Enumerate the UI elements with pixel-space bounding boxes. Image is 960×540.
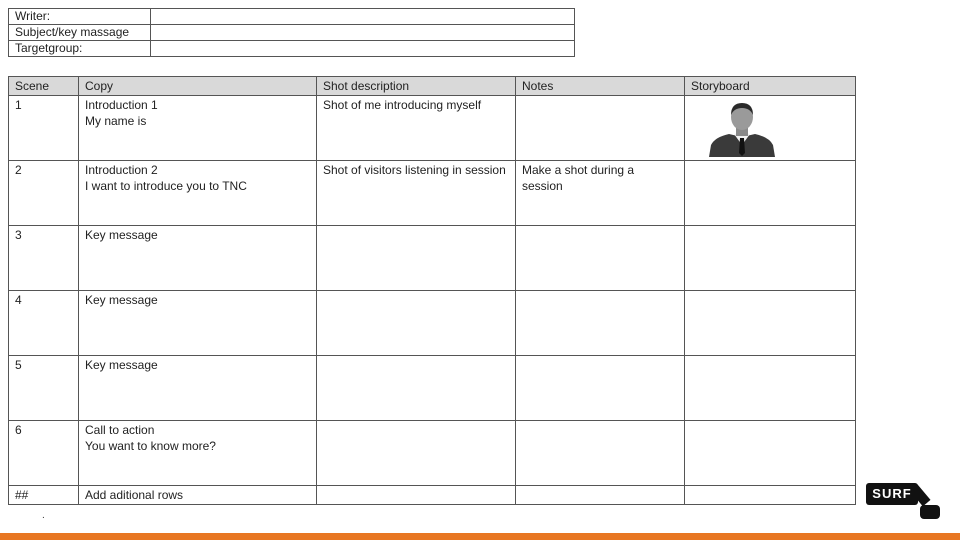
table-row <box>9 161 856 226</box>
scene-cell: ## <box>9 486 79 505</box>
scene-cell: 1 <box>9 96 79 161</box>
shot-cell <box>317 421 516 486</box>
scene-cell: 4 <box>9 291 79 356</box>
copy-line: Call to action <box>85 423 155 437</box>
shot-cell <box>317 226 516 291</box>
copy-cell <box>79 96 317 161</box>
storyboard-cell <box>685 161 856 226</box>
copy-line: Introduction 2 <box>85 163 158 177</box>
storyboard-table <box>8 76 856 505</box>
logo-foot-shape <box>920 505 940 519</box>
table-row <box>9 96 856 161</box>
shot-cell <box>317 486 516 505</box>
shot-cell <box>317 291 516 356</box>
scene-cell: 3 <box>9 226 79 291</box>
stray-dot: . <box>42 510 45 521</box>
table-row <box>9 291 856 356</box>
copy-line: Add aditional rows <box>85 488 184 502</box>
meta-row-subject <box>9 25 575 41</box>
copy-line: My name is <box>85 114 147 128</box>
notes-cell <box>516 291 685 356</box>
logo-text: SURF <box>866 483 918 505</box>
meta-row-targetgroup <box>9 41 575 57</box>
bottom-accent-bar <box>0 533 960 540</box>
storyboard-cell <box>685 486 856 505</box>
scene-cell: 2 <box>9 161 79 226</box>
businessman-avatar-icon <box>709 101 775 157</box>
subject-label: Subject/key massage <box>9 25 151 41</box>
copy-line: You want to know more? <box>85 439 216 453</box>
table-row <box>9 421 856 486</box>
notes-cell <box>516 226 685 291</box>
table-row <box>9 356 856 421</box>
copy-line: Key message <box>85 228 158 242</box>
table-row <box>9 486 856 505</box>
table-header-row <box>9 77 856 96</box>
scene-cell: 6 <box>9 421 79 486</box>
document-meta-table <box>8 8 575 57</box>
header-shot-description: Shot description <box>317 77 516 96</box>
subject-value <box>151 25 575 41</box>
storyboard-cell <box>685 96 856 161</box>
copy-line: I want to introduce you to TNC <box>85 179 247 193</box>
targetgroup-label: Targetgroup: <box>9 41 151 57</box>
notes-cell <box>516 96 685 161</box>
copy-cell <box>79 226 317 291</box>
storyboard-cell <box>685 226 856 291</box>
header-storyboard: Storyboard <box>685 77 856 96</box>
notes-cell <box>516 356 685 421</box>
header-copy: Copy <box>79 77 317 96</box>
scene-cell: 5 <box>9 356 79 421</box>
copy-cell <box>79 486 317 505</box>
notes-cell: Make a shot during a session <box>516 161 685 226</box>
surf-logo <box>866 483 942 521</box>
copy-line: Key message <box>85 293 158 307</box>
notes-cell <box>516 421 685 486</box>
notes-cell <box>516 486 685 505</box>
shot-cell <box>317 356 516 421</box>
header-scene: Scene <box>9 77 79 96</box>
shot-cell: Shot of me introducing myself <box>317 96 516 161</box>
meta-row-writer <box>9 9 575 25</box>
storyboard-cell <box>685 291 856 356</box>
shot-cell: Shot of visitors listening in session <box>317 161 516 226</box>
copy-line: Introduction 1 <box>85 98 158 112</box>
storyboard-cell <box>685 356 856 421</box>
copy-line: Key message <box>85 358 158 372</box>
writer-value <box>151 9 575 25</box>
writer-label: Writer: <box>9 9 151 25</box>
copy-cell <box>79 161 317 226</box>
table-row <box>9 226 856 291</box>
copy-cell <box>79 356 317 421</box>
header-notes: Notes <box>516 77 685 96</box>
storyboard-cell <box>685 421 856 486</box>
copy-cell <box>79 421 317 486</box>
targetgroup-value <box>151 41 575 57</box>
copy-cell <box>79 291 317 356</box>
